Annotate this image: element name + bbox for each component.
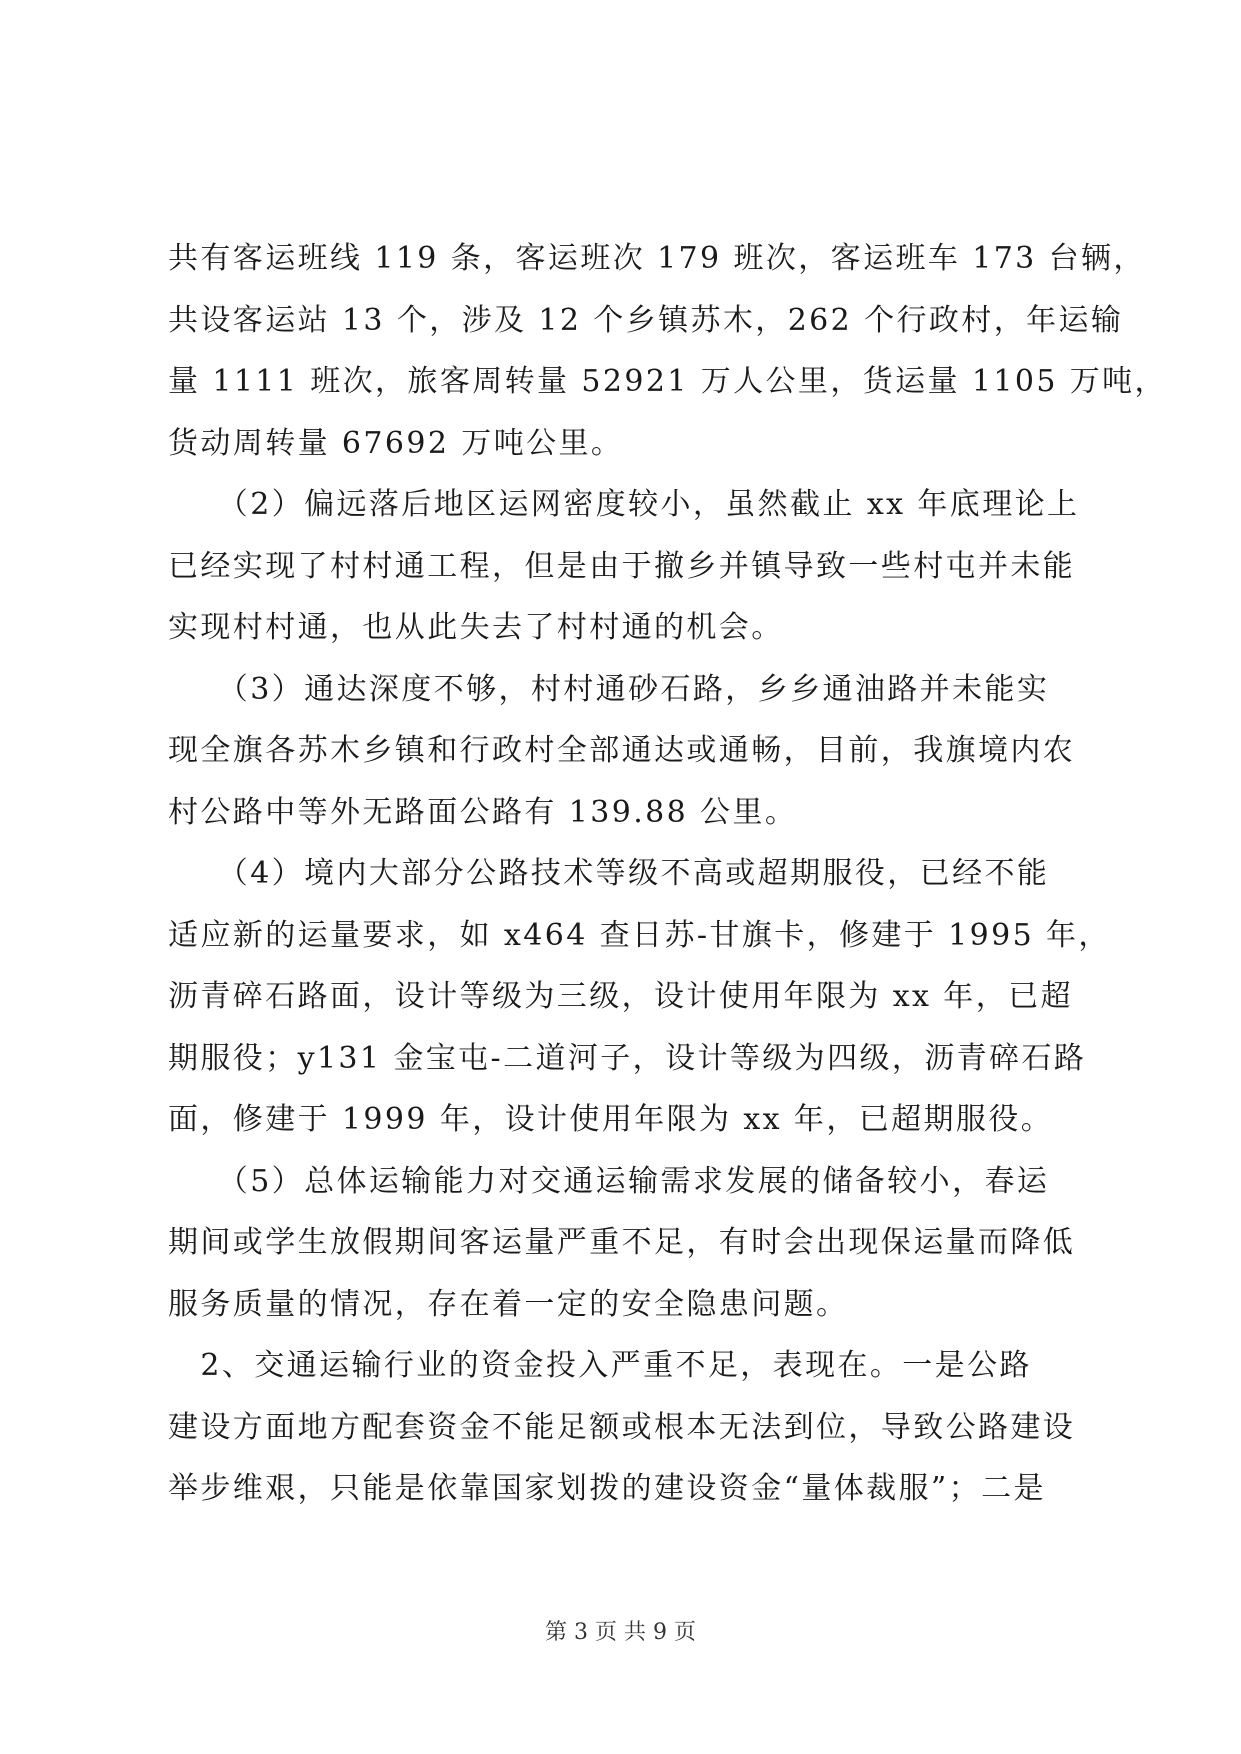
- text-line: （2）偏远落后地区运网密度较小，虽然截止 xx 年底理论上: [168, 487, 1080, 522]
- text-block: [168, 228, 1167, 1520]
- text-line: 适应新的运量要求，如 x464 查日苏-甘旗卡，修建于 1995 年，: [168, 917, 1111, 953]
- text-line: 建设方面地方配套资金不能足额或根本无法到位，导致公路建设: [168, 1409, 1076, 1445]
- text-line: 面，修建于 1999 年，设计使用年限为 xx 年，已超期服役。: [168, 1102, 1054, 1137]
- document-body: [168, 228, 1167, 1520]
- text-line: 量 1111 班次，旅客周转量 52921 万人公里，货运量 1105 万吨，: [168, 364, 1167, 399]
- text-line: 期间或学生放假期间客运量严重不足，有时会出现保运量而降低: [168, 1225, 1076, 1260]
- text-line: 实现村村通，也从此失去了村村通的机会。: [168, 610, 784, 645]
- text-line: （5）总体运输能力对交通运输需求发展的储备较小，春运: [168, 1163, 1050, 1199]
- text-line: 已经实现了村村通工程，但是由于撤乡并镇导致一些村屯并未能: [168, 548, 1076, 584]
- text-line: 共设客运站 13 个，涉及 12 个乡镇苏木，262 个行政村，年运输: [168, 302, 1124, 338]
- text-line: 村公路中等外无路面公路有 139.88 公里。: [168, 794, 798, 830]
- text-line: 货动周转量 67692 万吨公里。: [168, 425, 624, 461]
- text-line: 共有客运班线 119 条，客运班次 179 班次，客运班车 173 台辆，: [168, 241, 1146, 276]
- text-line: 2、交通运输行业的资金投入严重不足，表现在。一是公路: [168, 1348, 1032, 1383]
- text-line: 沥青碎石路面，设计等级为三级，设计使用年限为 xx 年，已超: [168, 979, 1073, 1014]
- text-line: （4）境内大部分公路技术等级不高或超期服役，已经不能: [168, 856, 1050, 891]
- text-line: （3）通达深度不够，村村通砂石路，乡乡通油路并未能实: [168, 671, 1050, 707]
- text-line: 期服役；y131 金宝屯-二道河子，设计等级为四级，沥青碎石路: [168, 1040, 1087, 1076]
- text-line: 服务质量的情况，存在着一定的安全隐患问题。: [168, 1286, 849, 1322]
- text-line: 现全旗各苏木乡镇和行政村全部通达或通畅，目前，我旗境内农: [168, 733, 1076, 768]
- page-number: 第 3 页 共 9 页: [545, 1620, 696, 1645]
- page-footer: [0, 1615, 1241, 1646]
- text-line: 举步维艰，只能是依靠国家划拨的建设资金“量体裁服”；二是: [168, 1471, 1046, 1506]
